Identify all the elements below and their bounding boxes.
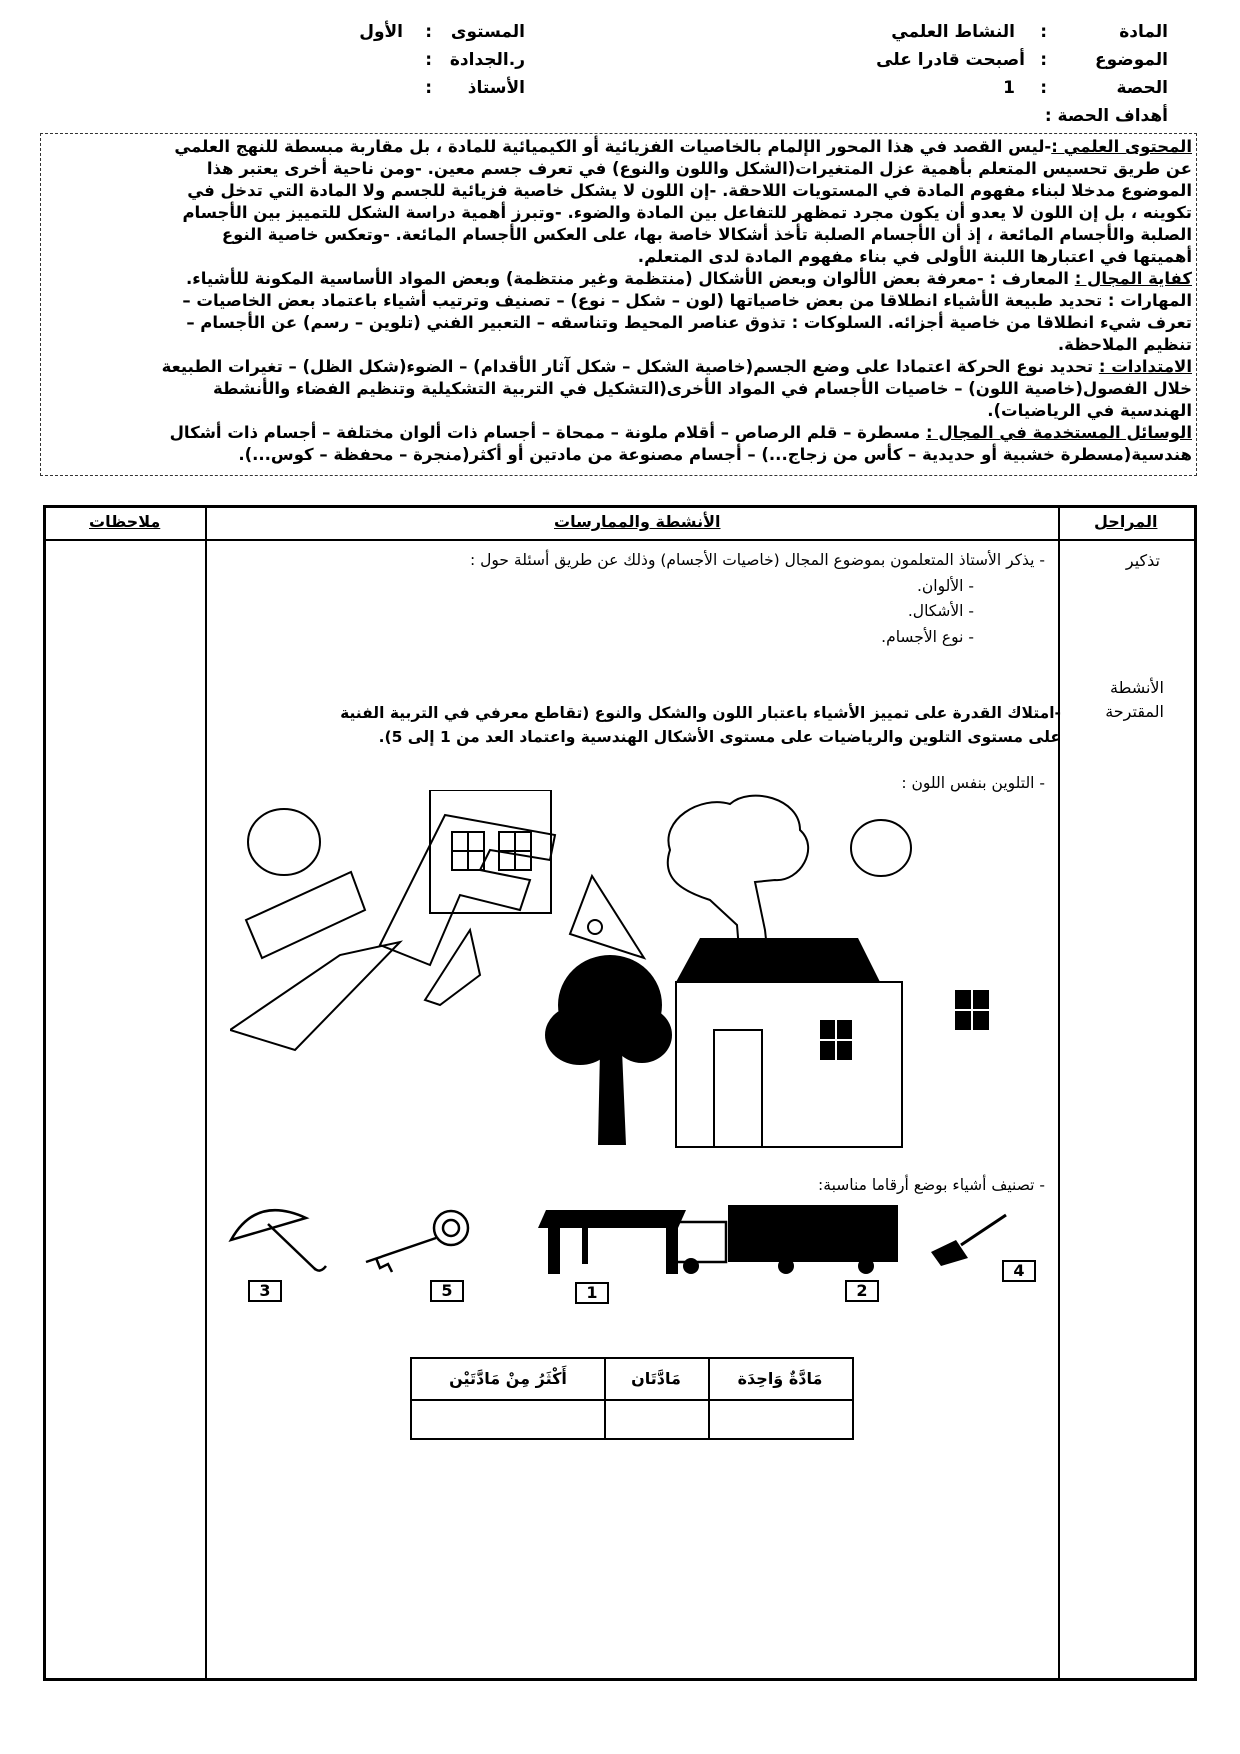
classify-instruction: - تصنيف أشياء بوضع أرقاما مناسبة: bbox=[818, 1176, 1045, 1194]
number-box-table: 1 bbox=[575, 1282, 609, 1304]
topic-colon: : bbox=[1040, 50, 1047, 70]
session-colon: : bbox=[1040, 78, 1047, 98]
teacher-colon: : bbox=[425, 78, 432, 98]
domain-competence-label: كفاية المجال : bbox=[1074, 269, 1192, 288]
content-line-3: الموضوع مدخلا لبناء مفهوم المادة في المستويات اللاحقة. -إن اللون لا يشكل خاصية فزيائية للجسم ولا المادة التي تدخل في bbox=[187, 181, 1192, 200]
triangle-shape bbox=[570, 876, 644, 958]
recall-intro: - يذكر الأستاذ المتعلمون بموضوع المجال (خاصيات الأجسام) وذلك عن طريق أسئلة حول : bbox=[469, 551, 1045, 569]
session-label: الحصة bbox=[1116, 78, 1168, 98]
materials-table bbox=[410, 1357, 854, 1440]
notes-column-header: ملاحظات bbox=[89, 512, 161, 531]
scientific-content-label: المحتوى العلمي : bbox=[1051, 137, 1192, 156]
materials-more-than-two-cell[interactable] bbox=[412, 1401, 604, 1438]
house-wall-square bbox=[430, 790, 551, 913]
level-label: المستوى bbox=[450, 22, 525, 42]
level-value: الأول bbox=[359, 22, 403, 42]
domain-competence-line bbox=[42, 269, 1192, 288]
session-value: 1 bbox=[1003, 78, 1015, 98]
recall-item-colors: - الألوان. bbox=[916, 577, 974, 595]
skills-line-1: المهارات : تحديد طبيعة الأشياء انطلاقا من بعض خاصياتها (لون – شكل – نوع) – تصنيف وترتيب أشياء باعتماد بعض الخاصيات – bbox=[182, 291, 1192, 310]
recall-item-shapes: - الأشكال. bbox=[907, 602, 974, 620]
extensions-line-2: خلال الفصول(خاصية اللون) – خاصيات الأجسام في المواد الأخرى(التشكيل في التربية التشكيلية وتنظيم الفضاء والأنشطة bbox=[212, 379, 1192, 398]
topic-value: أصبحت قادرا على bbox=[876, 50, 1025, 70]
topic-label: الموضوع bbox=[1095, 50, 1168, 70]
subject-label: المادة bbox=[1119, 22, 1168, 42]
table-icon bbox=[538, 1210, 686, 1274]
content-line-5: الصلبة والأجسام المائعة ، إذ أن الأجسام الصلبة تأخذ أشكالا خاصة بها، على العكس الأجسام المائعة. -وتعكس خاصية النوع bbox=[221, 225, 1192, 244]
tools-line-2: هندسية(مسطرة خشبية أو حديدية – كأس من زجاج...) – أجسام مصنوعة من مادتين أو أكثر(منجرة – محفظة – كوس...). bbox=[238, 445, 1192, 464]
content-line-1 bbox=[42, 137, 1192, 156]
number-box-key: 5 bbox=[430, 1280, 464, 1302]
tree-silhouette-icon bbox=[545, 955, 672, 1145]
skills-line-3: تنظيم الملاحظة. bbox=[1057, 335, 1192, 354]
goal-line-1: -امتلاك القدرة على تمييز الأشياء باعتبار اللون والشكل والنوع (تقاطع معرفي في التربية الفنية bbox=[340, 704, 1061, 722]
materials-more-than-two-header: أَكْثَرُ مِنْ مَادَّتَيْن bbox=[449, 1369, 567, 1388]
content-line-2: عن طريق تحسيس المتعلم بأهمية عزل المتغيرات(الشكل واللون والنوع) في تعرف جسم معين. -ومن ناحية أخرى يعتبر هذا bbox=[206, 159, 1192, 178]
stage-proposed-activities-line2: المقترحة bbox=[1105, 702, 1164, 721]
materials-two-cell[interactable] bbox=[606, 1401, 708, 1438]
circle-shape-left bbox=[248, 809, 320, 875]
extensions-label: الامتدادات : bbox=[1098, 357, 1192, 376]
house-icon bbox=[676, 938, 902, 1147]
school-value: ر.الجدادة bbox=[449, 50, 525, 70]
stages-column-header: المراحل bbox=[1094, 512, 1158, 531]
tree-outline-icon bbox=[668, 796, 808, 962]
coloring-instruction: - التلوين بنفس اللون : bbox=[901, 774, 1045, 792]
notes-column-divider bbox=[205, 508, 207, 1678]
subject-value: النشاط العلمي bbox=[891, 22, 1015, 42]
rectangle-shape bbox=[246, 872, 365, 958]
extensions-text: تحديد نوع الحركة اعتمادا على وضع الجسم(خاصية الشكل – شكل آثار الأقدام) – الضوء(شكل الظل) – تغيرات الطبيعة bbox=[161, 357, 1099, 376]
trowel-icon bbox=[931, 1215, 1006, 1266]
domain-competence-text: المعارف : -معرفة بعض الألوان وبعض الأشكال (منتظمة وغير منتظمة) وبعض المواد الأساسية المكونة للأشياء. bbox=[186, 269, 1075, 288]
content-line-4: تكوينه ، بل إن اللون لا يعدو أن يكون مجرد تمظهر للتفاعل بين المادة والضوء. -وتبرز أهمية دراسة الشكل للتمييز بين الأجسام bbox=[182, 203, 1192, 222]
materials-one-cell[interactable] bbox=[710, 1401, 852, 1438]
activities-column-header: الأنشطة والممارسات bbox=[554, 512, 721, 531]
key-icon bbox=[366, 1211, 468, 1272]
level-colon: : bbox=[425, 22, 432, 42]
subject-colon: : bbox=[1040, 22, 1047, 42]
number-box-truck: 2 bbox=[845, 1280, 879, 1302]
skills-line-2: تعرف شيء انطلاقا من خاصية أجزائه. السلوكات : تذوق عناصر المحيط وتناسقه – التعبير الفني (تلوين – رسم) عن الأجسام – bbox=[186, 313, 1192, 332]
stage-proposed-activities-line1: الأنشطة bbox=[1110, 678, 1164, 697]
session-goals-label: أهداف الحصة : bbox=[1044, 106, 1168, 126]
goal-line-2: على مستوى التلوين والرياضيات على مستوى الأشكال الهندسية واعتماد العد من 1 إلى 5). bbox=[378, 728, 1061, 746]
materials-two-header: مَادَّتَان bbox=[631, 1369, 681, 1388]
teacher-label: الأستاذ bbox=[467, 78, 525, 98]
classification-objects bbox=[226, 1200, 1056, 1280]
house-right-window-icon bbox=[955, 990, 997, 1040]
plank-shape bbox=[425, 930, 480, 1005]
stage-recall: تذكير bbox=[1125, 551, 1160, 570]
parallelogram-shape bbox=[230, 942, 400, 1050]
tools-label: الوسائل المستخدمة في المجال : bbox=[925, 423, 1192, 442]
extensions-line-3: الهندسية في الرياضيات). bbox=[987, 401, 1192, 420]
materials-one-header: مَادَّةٌ وَاحِدَة bbox=[737, 1369, 823, 1388]
coloring-drawing bbox=[230, 790, 1060, 1160]
truck-icon bbox=[670, 1205, 898, 1274]
tools-line-1 bbox=[42, 423, 1192, 442]
recall-item-types: - نوع الأجسام. bbox=[881, 628, 974, 646]
number-box-trowel: 4 bbox=[1002, 1260, 1036, 1282]
umbrella-icon bbox=[231, 1210, 326, 1270]
header-row-divider bbox=[46, 539, 1194, 541]
extensions-line-1 bbox=[42, 357, 1192, 376]
content-line-1-text: -ليس القصد في هذا المحور الإلمام بالخاصيات الفزيائية أو الكيميائية للمادة ، بل مقاربة مبسطة للنهج العلمي bbox=[174, 137, 1052, 156]
school-colon: : bbox=[425, 50, 432, 70]
circle-shape-right bbox=[851, 820, 911, 876]
content-line-6: أهميتها في اعتبارها اللبنة الأولى في بناء مفهوم المادة لدى المتعلم. bbox=[637, 247, 1192, 266]
number-box-umbrella: 3 bbox=[248, 1280, 282, 1302]
tools-text: مسطرة – قلم الرصاص – أقلام ملونة – ممحاة – أجسام ذات ألوان مختلفة – أجسام ذات أشكال bbox=[169, 423, 926, 442]
